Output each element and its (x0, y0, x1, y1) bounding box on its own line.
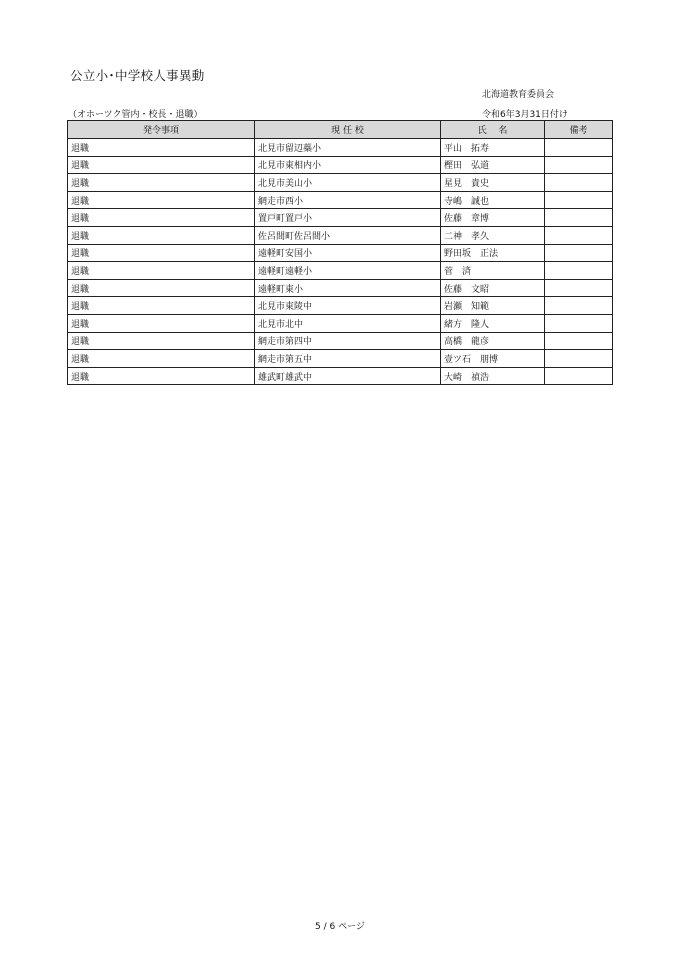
header-name: 氏 名 (441, 121, 545, 139)
table-row (68, 191, 613, 209)
table-row (68, 209, 613, 227)
cell-remarks (545, 279, 613, 297)
cell-school: 網走市西小 (255, 191, 441, 209)
cell-school: 北見市東相内小 (255, 156, 441, 174)
cell-remarks (545, 156, 613, 174)
cell-name: 寺嶋 誠也 (441, 191, 545, 209)
table-row (68, 332, 613, 350)
table-row (68, 279, 613, 297)
cell-name: 星見 貴史 (441, 174, 545, 192)
cell-order: 退職 (68, 314, 255, 332)
table-row (68, 350, 613, 368)
cell-school: 遠軽町安国小 (255, 244, 441, 262)
cell-order: 退職 (68, 174, 255, 192)
table-row (68, 226, 613, 244)
table-header-row (68, 121, 613, 139)
cell-order: 退職 (68, 350, 255, 368)
cell-remarks (545, 226, 613, 244)
header-school: 現 任 校 (255, 121, 441, 139)
cell-name: 壹ツ石 朋博 (441, 350, 545, 368)
cell-school: 北見市留辺蘂小 (255, 139, 441, 157)
cell-order: 退職 (68, 279, 255, 297)
cell-order: 退職 (68, 367, 255, 385)
cell-order: 退職 (68, 156, 255, 174)
table-row (68, 156, 613, 174)
cell-name: 樫田 弘道 (441, 156, 545, 174)
cell-name: 佐藤 章博 (441, 209, 545, 227)
cell-remarks (545, 367, 613, 385)
cell-school: 北見市美山小 (255, 174, 441, 192)
table-row (68, 244, 613, 262)
document-subtitle: （オホーツク管内・校長・退職） (68, 110, 203, 120)
cell-school: 雄武町雄武中 (255, 367, 441, 385)
cell-remarks (545, 262, 613, 280)
cell-remarks (545, 244, 613, 262)
cell-school: 北見市東陵中 (255, 297, 441, 315)
cell-name: 佐藤 文昭 (441, 279, 545, 297)
cell-order: 退職 (68, 209, 255, 227)
cell-school: 佐呂間町佐呂間小 (255, 226, 441, 244)
cell-school: 遠軽町東小 (255, 279, 441, 297)
issuer: 北海道教育委員会 (482, 90, 555, 100)
cell-order: 退職 (68, 191, 255, 209)
cell-remarks (545, 191, 613, 209)
cell-remarks (545, 332, 613, 350)
cell-order: 退職 (68, 297, 255, 315)
cell-name: 二神 孝久 (441, 226, 545, 244)
header-remarks: 備考 (545, 121, 613, 139)
cell-remarks (545, 314, 613, 332)
cell-order: 退職 (68, 332, 255, 350)
cell-remarks (545, 209, 613, 227)
cell-name: 岩瀬 知範 (441, 297, 545, 315)
cell-name: 平山 拓寿 (441, 139, 545, 157)
table-row (68, 262, 613, 280)
cell-name: 大崎 禎浩 (441, 367, 545, 385)
cell-remarks (545, 350, 613, 368)
cell-name: 緒方 隆人 (441, 314, 545, 332)
personnel-table (67, 120, 613, 385)
table-row (68, 367, 613, 385)
table-row (68, 174, 613, 192)
table-row (68, 139, 613, 157)
cell-name: 野田坂 正法 (441, 244, 545, 262)
header-order: 発令事項 (68, 121, 255, 139)
cell-order: 退職 (68, 262, 255, 280)
cell-school: 遠軽町遠軽小 (255, 262, 441, 280)
issue-date: 令和6年3月31日付け (482, 110, 568, 120)
cell-school: 網走市第四中 (255, 332, 441, 350)
cell-school: 北見市北中 (255, 314, 441, 332)
cell-order: 退職 (68, 226, 255, 244)
cell-school: 置戸町置戸小 (255, 209, 441, 227)
cell-name: 菅 済 (441, 262, 545, 280)
cell-school: 網走市第五中 (255, 350, 441, 368)
cell-order: 退職 (68, 244, 255, 262)
cell-order: 退職 (68, 139, 255, 157)
table-row (68, 314, 613, 332)
cell-remarks (545, 174, 613, 192)
cell-remarks (545, 297, 613, 315)
page-number: 5 / 6 ページ (315, 922, 365, 932)
cell-name: 高橋 龍彦 (441, 332, 545, 350)
document-title: 公立小･中学校人事異動 (70, 68, 205, 83)
table-row (68, 297, 613, 315)
cell-remarks (545, 139, 613, 157)
